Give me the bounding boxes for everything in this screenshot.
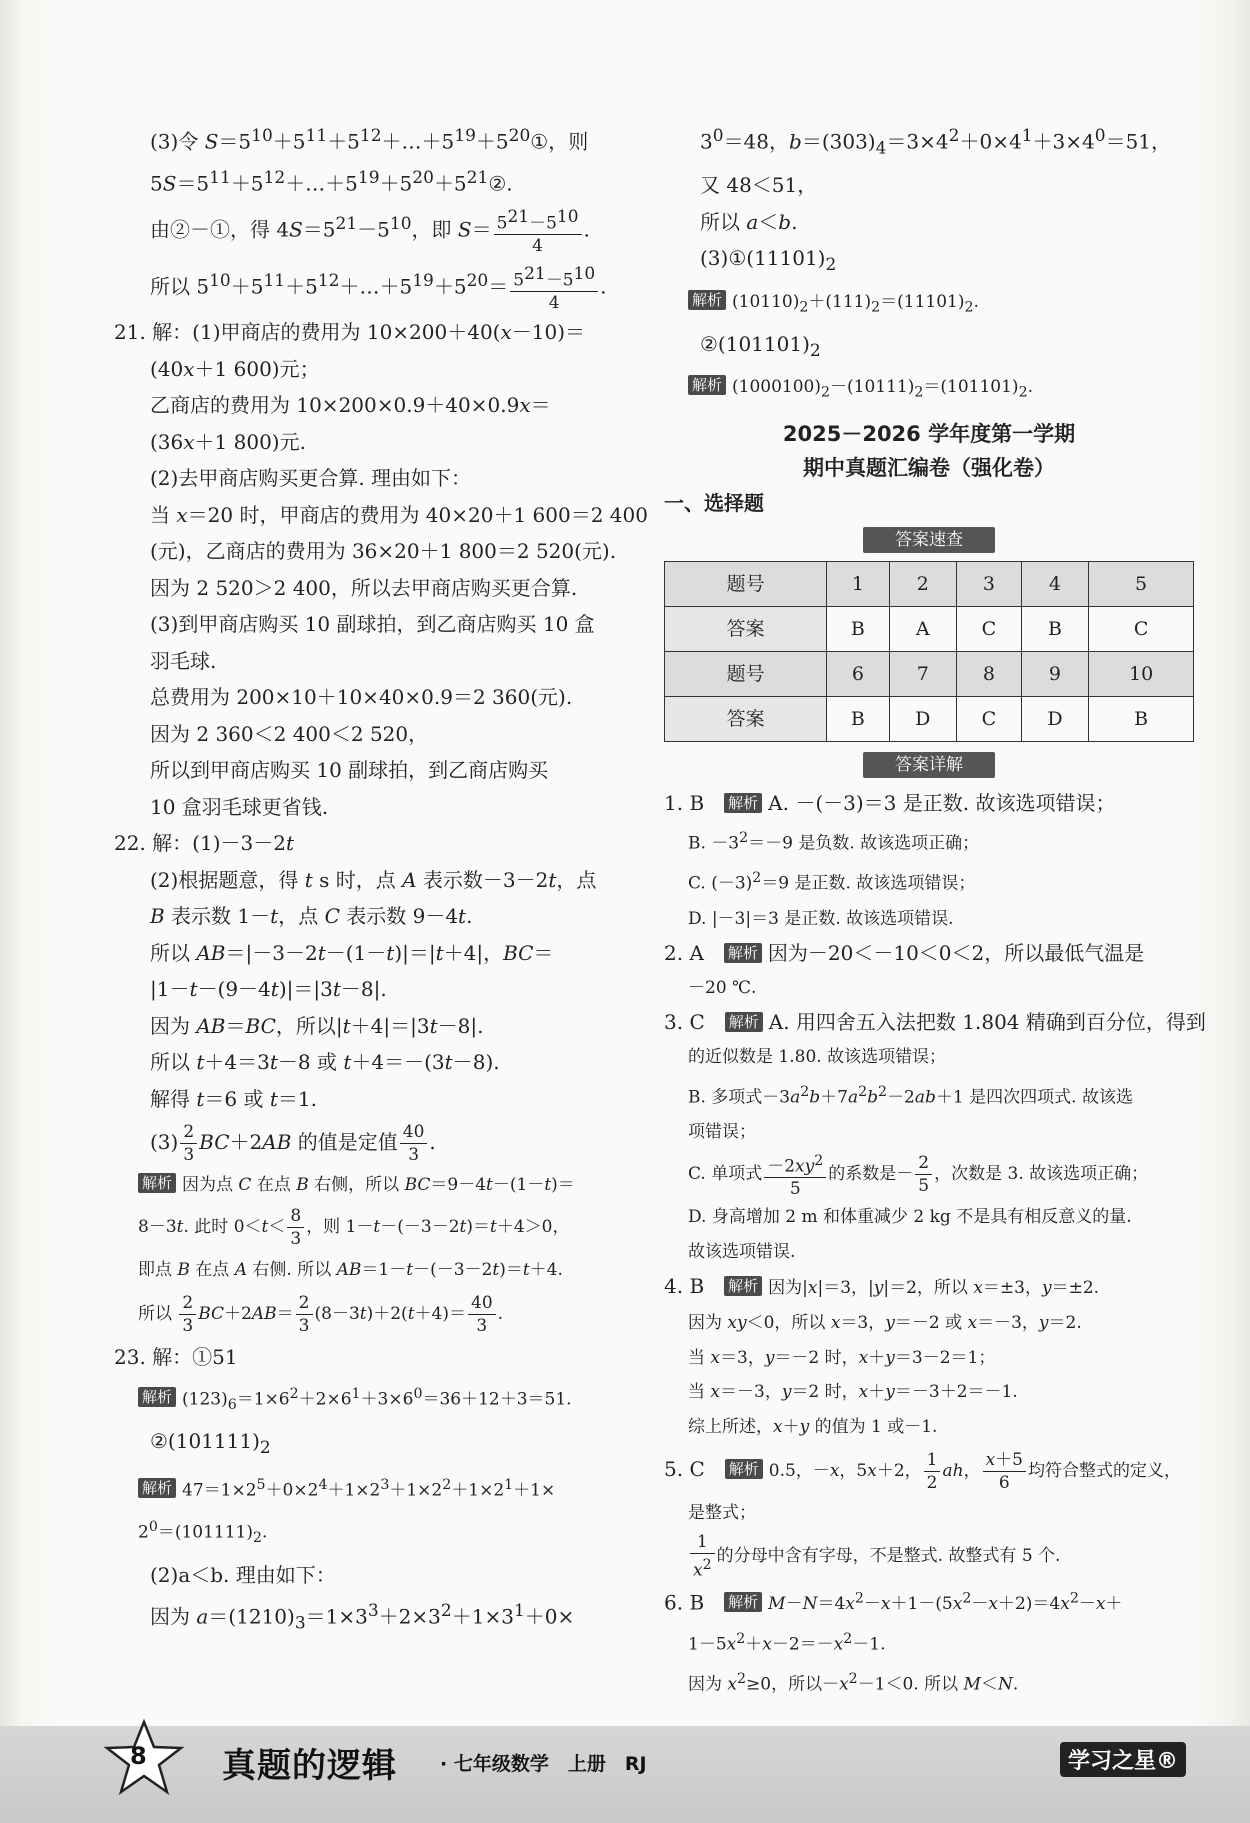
analysis-tag: 解析 (725, 1459, 763, 1479)
text-line: 所以 $5^{10}+5^{11}+5^{12}+\dots+5^{19}+5^{20}=$ $\frac{5^{21}-5^{10}}{4}$ . (150, 263, 607, 314)
analysis-tag: 解析 (724, 793, 762, 813)
detail-label: 答案详解 (863, 752, 995, 778)
text-line: 故该选项错误. (688, 1241, 796, 1262)
text-line: 项错误； (688, 1121, 756, 1142)
table-row (665, 652, 1194, 697)
text-line: 因为 $a=(1210)_3=1\times 3^3+2\times 3^2+1\times 3^1+0\times$ (150, 1601, 575, 1634)
table-cell: 3 (957, 562, 1022, 607)
text-line: 总费用为 200×10＋10×40×0.9＝2 360(元). (150, 685, 573, 710)
text-line: B. 多项式$-3a^2b+7a^2b^2-2ab+1$ 是四次四项式. 故该选 (688, 1083, 1133, 1108)
text-line: 8－3t. 此时 0＜t＜ $\frac{8}{3}$ ，则 1－t－(－3－2t)＝t＋4＞0， (138, 1206, 570, 1250)
text-line: 是整式； (688, 1503, 756, 1524)
text-line: 又 48＜51， (700, 173, 818, 198)
text-line: 解得 t＝6 或 t＝1. (150, 1086, 317, 1111)
text-line: D. 身高增加 2 m 和体重减少 2 kg 不是具有相反意义的量. (688, 1207, 1132, 1228)
table-row (665, 562, 1194, 607)
book-title: 真题的逻辑 (222, 1746, 397, 1786)
text-line: 所以 a＜b. (700, 209, 798, 234)
table-cell: B (1089, 697, 1194, 742)
text-line: －20 ℃. (688, 977, 757, 998)
text-line: 因为 xy＜0，所以 x＝3，y＝－2 或 x＝－3，y＝2. (688, 1312, 1082, 1333)
analysis-tag: 解析 (138, 1478, 176, 1498)
table-cell: 7 (889, 652, 957, 697)
q21-line: 21. 解：(1)甲商店的费用为 10×200＋40(x－10)＝ (114, 320, 586, 345)
text-line: $②(101111)_2$ (150, 1429, 271, 1459)
text-line: 解析 $(1000100)_2-(10111)_2=(101101)_2$. (664, 369, 1194, 411)
text-line: 当 x＝3，y＝－2 时，x＋y＝3－2＝1； (688, 1347, 996, 1368)
text-line: 乙商店的费用为 10×200×0.9＋40×0.9x＝ (150, 393, 551, 418)
answer-line: 5. C 解析 0.5，－x，5x＋2， $\frac{1}{2}$ ah， $\frac{x+5}{6}$ 均符合整式的定义， (664, 1450, 1181, 1494)
answer-line: 3. C 解析 A. 用四舍五入法把数 1.804 精确到百分位，得到 (664, 1010, 1206, 1035)
fraction: $\frac{1}{x^2}$ (690, 1531, 715, 1582)
text-line: (2)根据题意，得 t s 时，点 A 表示数－3－2t，点 (150, 867, 597, 892)
table-cell: D (889, 697, 957, 742)
brand-logo: 学习之星® (1060, 1742, 1186, 1777)
quick-answer-label: 答案速查 (863, 527, 995, 553)
text-line: (2)去甲商店购买更合算. 理由如下： (150, 466, 472, 491)
text-line: 解析 $47=1\times 2^5+0\times 2^4+1\times 2^3+1\times 2^2+1\times 2^1+1\times$ (114, 1467, 642, 1509)
table-cell: D (1021, 697, 1089, 742)
text-line: 所以 t＋4＝3t－8 或 t＋4＝－(3t－8). (150, 1050, 500, 1075)
q23-line: 23. 解：①51 (114, 1345, 238, 1370)
text-line: (3)到甲商店购买 10 副球拍，到乙商店购买 10 盒 (150, 612, 595, 637)
fraction: $\frac{5^{21}-5^{10}}{4}$ (494, 206, 582, 258)
text-line: 因为 AB＝BC，所以|t＋4|＝|3t－8|. (150, 1013, 484, 1038)
section-subtitle: 期中真题汇编卷（强化卷） (803, 455, 1055, 480)
part-heading: 一、选择题 (664, 490, 764, 515)
text-line: 因为 2 520＞2 400，所以去甲商店购买更合算. (150, 575, 578, 600)
text-line: (3) $\frac{2}{3}$ BC＋2AB 的值是定值 $\frac{40}{3}$ . (150, 1122, 436, 1166)
left-column (114, 118, 648, 1642)
table-row (665, 607, 1194, 652)
text-line: $②(101101)_2$ (700, 331, 821, 361)
fraction: $\frac{8}{3}$ (287, 1205, 304, 1250)
table-cell: A (889, 607, 957, 652)
text-line: 解析 因为点 C 在点 B 右侧，所以 BC＝9－4t－(1－t)＝ (114, 1167, 642, 1203)
text-line: 当 x＝－3，y＝2 时，x＋y＝－3＋2＝－1. (688, 1382, 1018, 1403)
text-line: 解析 $(123)_6=1\times 6^2+2\times 6^1+3\times 6^0=36+12+3=51$. (114, 1376, 642, 1424)
text-line: (40x＋1 600)元； (150, 356, 320, 381)
text-line: 羽毛球. (150, 648, 217, 673)
fraction: $\frac{5^{21}-5^{10}}{4}$ (510, 263, 598, 315)
text-line: 即点 B 在点 A 右侧. 所以 AB＝1－t－(－3－2t)＝t＋4. (138, 1260, 563, 1281)
table-cell: 9 (1021, 652, 1089, 697)
table-cell: 题号 (665, 562, 827, 607)
book-subtitle: · 七年级数学 上册 RJ (440, 1753, 647, 1775)
text-line: (36x＋1 800)元. (150, 429, 306, 454)
text-line: 因为 $x^2\ge 0$，所以$-x^2-1<0$. 所以 M＜N. (688, 1671, 1019, 1695)
answer-line: 1. B 解析 A. －(－3)＝3 是正数. 故该选项错误； (664, 791, 1116, 816)
answer-table (664, 561, 1194, 742)
text-line: 所以 $\frac{2}{3}$ BC＋2AB＝ $\frac{2}{3}$ (8－3t)＋2(t＋4)＝ $\frac{40}{3}$ . (138, 1293, 504, 1337)
table-cell: C (957, 697, 1022, 742)
analysis-tag: 解析 (724, 1276, 762, 1296)
fraction: $\frac{2}{3}$ (179, 1292, 196, 1337)
text-line: $1-5x^2+x-2=-x^2-1$. (688, 1631, 886, 1655)
table-cell: 10 (1089, 652, 1194, 697)
answer-line: 6. B 解析 $M-N=4x^2-x+1-(5x^2-x+2)=4x^2-x+$ (664, 1590, 1123, 1615)
text-line: 由②－①，得 $4S=5^{21}-5^{10}$，即 S＝ $\frac{5^{21}-5^{10}}{4}$ . (150, 206, 590, 257)
fraction: $\frac{40}{3}$ (400, 1121, 428, 1166)
analysis-tag: 解析 (688, 375, 726, 395)
text-line: 10 盒羽毛球更省钱. (150, 794, 329, 819)
text-line: 的近似数是 1.80. 故该选项错误； (688, 1046, 947, 1067)
answer-line: 2. A 解析 因为－20＜－10＜0＜2，所以最低气温是 (664, 941, 1145, 966)
table-cell: 题号 (665, 652, 827, 697)
analysis-tag: 解析 (725, 1012, 763, 1032)
text-line: 综上所述，x＋y 的值为 1 或－1. (688, 1416, 938, 1437)
text-line: 所以到甲商店购买 10 副球拍，到乙商店购买 (150, 758, 549, 783)
section-title: 2025－2026 学年度第一学期 (782, 421, 1076, 446)
detail-block (664, 786, 1206, 1702)
text-line: (3)令 $S=5^{10}+5^{11}+5^{12}+\dots+5^{19}+5^{20}①$，则 (150, 126, 589, 154)
table-cell: B (827, 697, 889, 742)
table-cell: 6 (827, 652, 889, 697)
text-line: B 表示数 1－t，点 C 表示数 9－4t. (150, 904, 473, 929)
analysis-tag: 解析 (138, 1173, 176, 1193)
analysis-tag: 解析 (724, 943, 762, 963)
q22-line: 22. 解：(1)－3－2t (114, 831, 294, 856)
table-cell: 5 (1089, 562, 1194, 607)
text-line: B. $-3^2=-9$ 是负数. 故该选项正确； (688, 830, 980, 854)
table-cell: 1 (827, 562, 889, 607)
text-line: $(3)①(11101)_2$ (700, 246, 837, 276)
fraction: $\frac{2}{5}$ (915, 1152, 932, 1197)
text-line: D. |－3|＝3 是正数. 故该选项错误. (688, 908, 954, 929)
fraction: $\frac{2}{3}$ (296, 1292, 313, 1337)
table-cell: B (827, 607, 889, 652)
text-line: $5S=5^{11}+5^{12}+\dots+5^{19}+5^{20}+5^{21}②$. (150, 168, 513, 196)
text-line: C. 单项式 $\frac{-2xy^2}{5}$ 的系数是－ $\frac{2}{5}$ ，次数是 3. 故该选项正确； (664, 1149, 1194, 1200)
table-cell: 2 (889, 562, 957, 607)
table-cell: 8 (957, 652, 1022, 697)
fraction: $\frac{1}{2}$ (924, 1449, 941, 1494)
text-line: 解析 $(10110)_2+(111)_2=(11101)_2$. (664, 284, 1194, 326)
text-line: 因为 2 360＜2 400＜2 520， (150, 721, 429, 746)
table-row (665, 697, 1194, 742)
text-line: (2)a＜b. 理由如下： (150, 1562, 336, 1587)
fraction: $\frac{2}{3}$ (180, 1121, 197, 1166)
table-cell: B (1021, 607, 1089, 652)
table-cell: C (1089, 607, 1194, 652)
fraction: $\frac{40}{3}$ (468, 1292, 496, 1337)
text-line: C. $(-3)^2=9$ 是正数. 故该选项错误； (688, 870, 976, 894)
answer-line: 4. B 解析 因为|x|＝3，|y|＝2，所以 x＝±3，y＝±2. (664, 1274, 1100, 1299)
analysis-tag: 解析 (724, 1592, 762, 1612)
text-line: |1－t－(9－4t)|＝|3t－8|. (150, 977, 387, 1002)
table-cell: 答案 (665, 697, 827, 742)
fraction: $\frac{x+5}{6}$ (983, 1449, 1026, 1494)
right-column (664, 118, 1206, 1703)
text-line: $\frac{1}{x^2}$ 的分母中含有字母，不是整式. 故整式有 5 个. (664, 1531, 1194, 1582)
analysis-tag: 解析 (138, 1387, 176, 1407)
text-line: $2^0=(101111)_2$. (138, 1518, 268, 1547)
table-cell: 4 (1021, 562, 1089, 607)
table-cell: 答案 (665, 607, 827, 652)
text-line: (元)，乙商店的费用为 36×20＋1 800＝2 520(元). (150, 539, 617, 564)
fraction: $\frac{-2xy^2}{5}$ (764, 1150, 826, 1201)
text-line: $3^0=48$，$b=(303)_4=3\times 4^2+0\times 4^1+3\times 4^0=51$， (700, 126, 1172, 159)
analysis-tag: 解析 (688, 290, 726, 310)
text-line: 当 x＝20 时，甲商店的费用为 40×20＋1 600＝2 400 (150, 502, 648, 527)
table-cell: C (957, 607, 1022, 652)
page-number: 8 (130, 1742, 147, 1770)
text-line: 所以 AB＝|－3－2t－(1－t)|＝|t＋4|，BC＝ (150, 940, 554, 965)
